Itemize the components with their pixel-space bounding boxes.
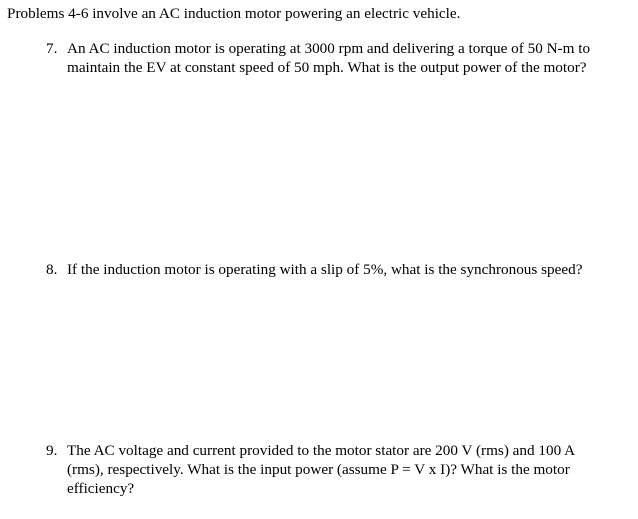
problem-text xyxy=(67,260,632,279)
problem-text xyxy=(67,39,632,77)
problem-line: If the induction motor is operating with a slip of 5%, what is the synchronous speed? xyxy=(67,261,583,278)
problem-number: 7. xyxy=(46,40,58,57)
problem-line: An AC induction motor is operating at 3000 rpm and delivering a torque of 50 N-m to xyxy=(67,40,591,57)
problem-line: (rms), respectively. What is the input power (assume P = V x I)? What is the motor xyxy=(67,461,570,478)
problem-line: maintain the EV at constant speed of 50 mph. What is the output power of the motor? xyxy=(67,59,587,76)
problem-line: efficiency? xyxy=(67,480,135,497)
problem-text xyxy=(67,441,632,498)
problem-number: 9. xyxy=(46,442,58,459)
intro-text: Problems 4-6 involve an AC induction motor powering an electric vehicle. xyxy=(7,5,461,22)
problem-line: The AC voltage and current provided to the motor stator are 200 V (rms) and 100 A xyxy=(67,442,576,459)
problem-number: 8. xyxy=(46,261,58,278)
